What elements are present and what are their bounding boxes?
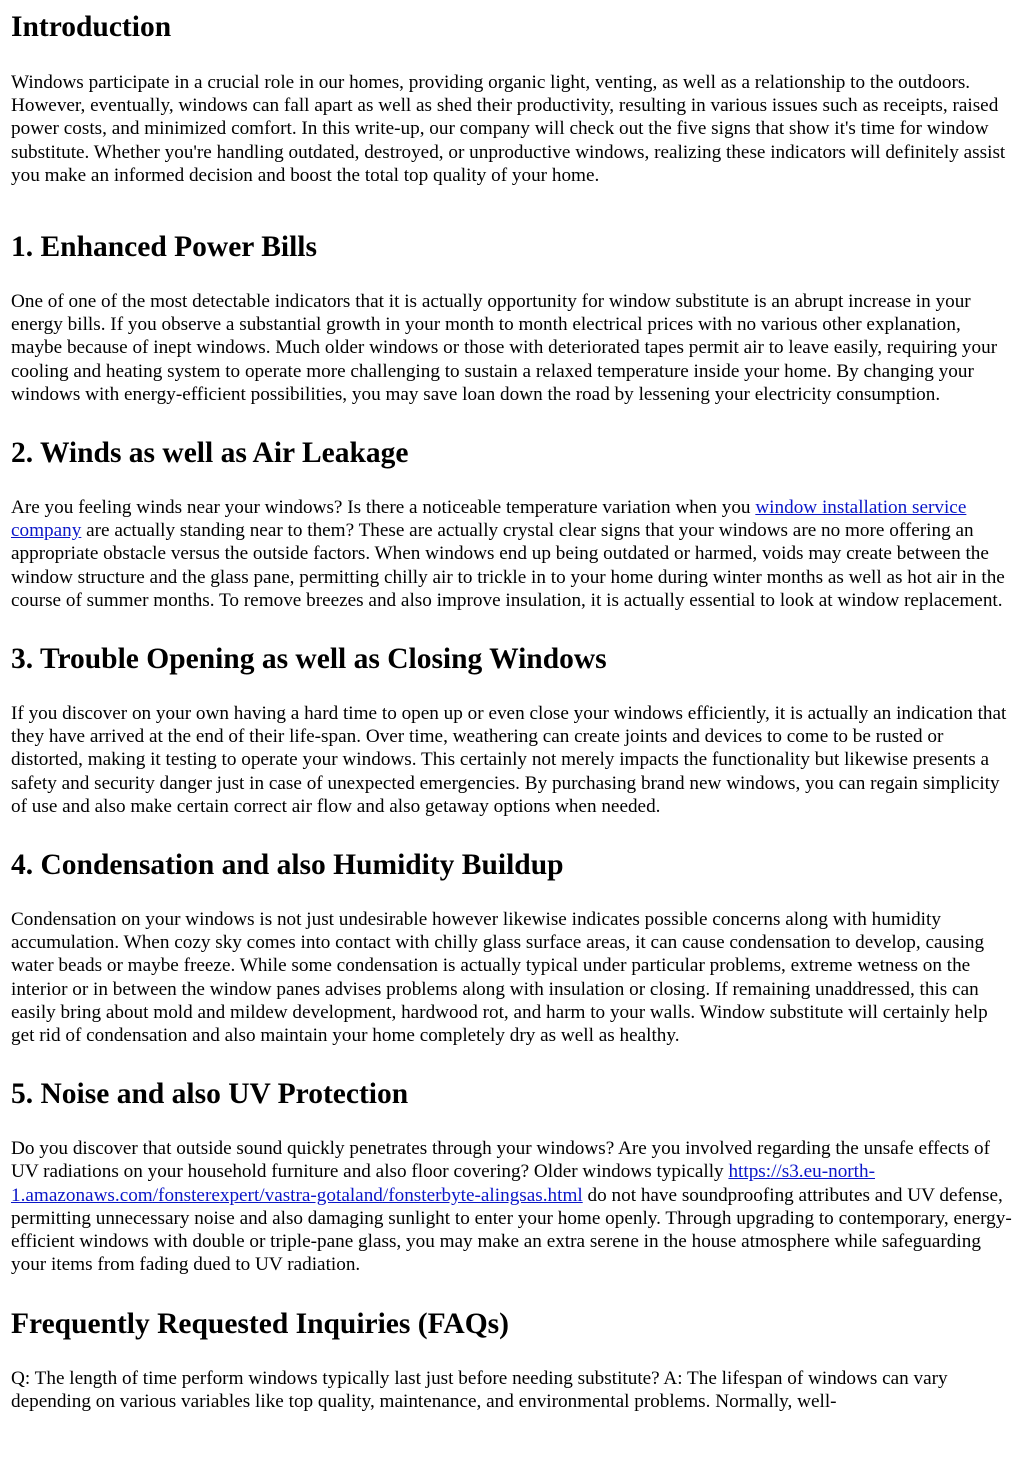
section-2-text-before-link: Are you feeling winds near your windows? Is there a noticeable temperature variation when you [11, 497, 756, 519]
section-5-text-before-link: Do you discover that outside sound quickly penetrates through your windows? Are you involved regarding the unsafe effects of UV radiations on your household furniture and also floor covering? Older windows typically [11, 1138, 991, 1183]
introduction-paragraph: Windows participate in a crucial role in our homes, providing organic light, venting, as well as a relationship to the outdoors. However, eventually, windows can fall apart as well as shed their productivity, resulting in various issues such as receipts, raised power costs, and minimized comfort. In this write-up, our company will check out the five signs that show it's time for window substitute. Whether you're handling outdated, destroyed, or unproductive windows, realizing these indicators will definitely assist you make an informed decision and boost the total top quality of your home. [11, 72, 1006, 186]
section-2-heading: 2. Winds as well as Air Leakage [11, 437, 409, 470]
section-4-heading: 4. Condensation and also Humidity Buildup [11, 849, 564, 882]
faq-heading: Frequently Requested Inquiries (FAQs) [11, 1307, 509, 1340]
faq-paragraph: Q: The length of time perform windows typically last just before needing substitute? A: The lifespan of windows can vary depending on various variables like top quality, maintenance, and environmental problems. Normally, well- [11, 1367, 948, 1412]
section-3-heading: 3. Trouble Opening as well as Closing Windows [11, 643, 607, 676]
section-5-text-after-link: do not have soundproofing attributes and UV defense, permitting unnecessary noise and also damaging sunlight to enter your home openly. Through upgrading to contemporary, energy-efficient windows with double or triple-pane glass, you may make an extra serene in the house atmosphere while safeguarding your items from fading dued to UV radiation. [11, 1184, 1012, 1276]
section-4-paragraph: Condensation on your windows is not just undesirable however likewise indicates possible concerns along with humidity accumulation. When cozy sky comes into contact with chilly glass surface areas, it can cause condensation to develop, causing water beads or maybe freeze. While some condensation is actually typical under particular problems, extreme wetness on the interior or in between the window panes advises problems along with insulation or closing. If remaining unaddressed, this can easily bring about mold and mildew development, hardwood rot, and harm to your walls. Window substitute will certainly help get rid of condensation and also maintain your home completely dry as well as healthy. [11, 909, 988, 1047]
section-5-paragraph [11, 1137, 1014, 1276]
section-1-paragraph: One of one of the most detectable indicators that it is actually opportunity for window substitute is an abrupt increase in your energy bills. If you observe a substantial growth in your month to month electrical prices with no various other explanation, maybe because of inept windows. Much older windows or those with deteriorated tapes permit air to leave easily, requiring your cooling and heating system to operate more challenging to sustain a relaxed temperature inside your home. By changing your windows with energy-efficient possibilities, you may save loan down the road by lessening your electricity consumption. [11, 291, 998, 405]
section-5-heading: 5. Noise and also UV Protection [11, 1078, 409, 1111]
section-1-heading: 1. Enhanced Power Bills [11, 231, 317, 264]
fonsterexpert-url-link[interactable]: https://s3.eu-north-1.amazonaws.com/fonsterexpert/vastra-gotaland/fonsterbyte-alingsas.html [11, 1161, 875, 1206]
section-3-paragraph: If you discover on your own having a hard time to open up or even close your windows efficiently, it is actually an indication that they have arrived at the end of their life-span. Over time, weathering can create joints and devices to come to be rusted or distorted, making it testing to operate your windows. This certainly not merely impacts the functionality but likewise presents a safety and security danger just in case of unexpected emergencies. By purchasing brand new windows, you can regain simplicity of use and also make certain correct air flow and also getaway options when needed. [11, 703, 1007, 817]
document-page [0, 10, 1024, 1413]
section-2-text-after-link: are actually standing near to them? These are actually crystal clear signs that your windows are no more offering an appropriate obstacle versus the outside factors. When windows end up being outdated or harmed, voids may create between the window structure and the glass pane, permitting chilly air to trickle in to your home during winter months as well as hot air in the course of summer months. To remove breezes and also improve insulation, it is actually essential to look at window replacement. [11, 520, 1005, 611]
window-installation-link[interactable]: window installation service company [11, 497, 967, 542]
section-2-paragraph [11, 496, 1014, 612]
introduction-heading: Introduction [11, 11, 172, 43]
